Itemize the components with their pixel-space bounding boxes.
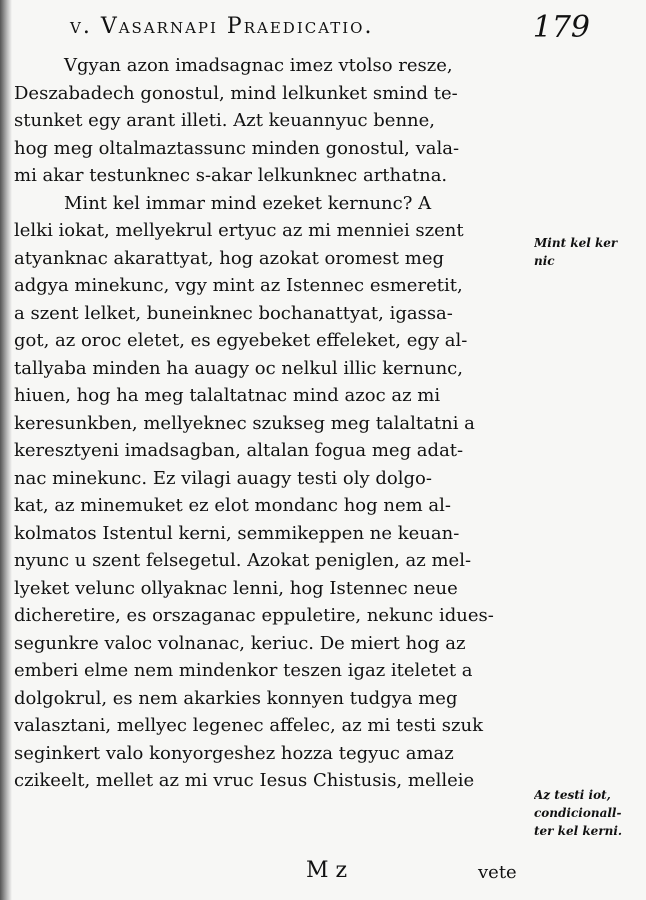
text-line: dolgokrul, es nem akarkies konnyen tudgya meg <box>14 687 458 709</box>
text-line: mi akar testunknec s-akar lelkunknec arthatna. <box>14 165 448 186</box>
signature-mark: M z <box>306 858 348 883</box>
margin-note-line: condicionall- <box>534 806 622 820</box>
text-line: tallyaba minden ha auagy oc nelkul illic kernunc, <box>14 357 463 379</box>
text-line: czikeelt, mellet az mi vruc Iesus Chistusis, melleie <box>14 770 475 791</box>
text-line: seginkert valo konyorgeshez hozza tegyuc amaz <box>14 742 454 764</box>
page-header <box>70 10 590 46</box>
text-line: kolmatos Istentul kerni, semmikeppen ne keuan- <box>14 522 460 544</box>
text-line: Vgyan azon imadsagnac imez vtolso resze, <box>64 55 453 76</box>
body-text <box>14 52 532 795</box>
text-line: Mint kel immar mind ezeket kernunc? A <box>64 192 432 214</box>
text-line: got, az oroc eletet, es egyebeket effeleket, egy al- <box>14 330 468 351</box>
text-line: nac minekunc. Ez vilagi auagy testi oly dolgo- <box>14 467 432 489</box>
page-gutter-shadow <box>0 0 12 900</box>
running-head: v. Vasarnapi Praedicatio. <box>70 14 374 39</box>
text-line: valasztani, mellyec legenec affelec, az mi testi szuk <box>14 715 484 736</box>
margin-note-line: Mint kel ker <box>534 236 618 250</box>
text-line: stunket egy arant illeti. Azt keuannyuc benne, <box>14 110 436 131</box>
text-line: kat, az minemuket ez elot mondanc hog nem al- <box>14 495 451 516</box>
margin-note-line: Az testi iot, <box>534 788 611 802</box>
page-footer <box>0 858 646 892</box>
text-line: atyanknac akarattyat, hog azokat oromest meg <box>14 247 444 269</box>
text-line: Deszabadech gonostul, mind lelkunket smind te- <box>14 82 458 104</box>
text-line: a szent lelket, buneinknec bochanattyat, igassa- <box>14 302 453 324</box>
text-line: hiuen, hog ha meg talaltatnac mind azoc az mi <box>14 385 441 406</box>
text-line: hog meg oltalmaztassunc minden gonostul, vala- <box>14 137 460 159</box>
text-line: nyunc u szent felsegetul. Azokat peniglen, az mel- <box>14 550 472 571</box>
text-line: lelki iokat, mellyekrul ertyuc az mi menniei szent <box>14 220 464 241</box>
catchword: vete <box>478 862 517 883</box>
text-line: dicheretire, es orszaganac eppuletire, nekunc idues- <box>14 605 494 626</box>
page-number: 179 <box>532 10 590 45</box>
text-line: keresunkben, mellyeknec szukseg meg talaltatni a <box>14 412 475 434</box>
text-line: segunkre valoc volnanac, keriuc. De miert hog az <box>14 632 466 654</box>
text-line: keresztyeni imadsagban, altalan fogua meg adat- <box>14 440 464 461</box>
text-line: lyeket velunc ollyaknac lenni, hog Istennec neue <box>14 577 458 599</box>
text-line: emberi elme nem mindenkor teszen igaz iteletet a <box>14 660 473 681</box>
margin-note-ask <box>534 234 646 270</box>
margin-note-line: ter kel kerni. <box>534 824 623 838</box>
text-line: adgya minekunc, vgy mint az Istennec esmeretit, <box>14 275 463 296</box>
margin-note-bodily-goods <box>534 786 646 840</box>
margin-note-line: nic <box>534 254 555 268</box>
